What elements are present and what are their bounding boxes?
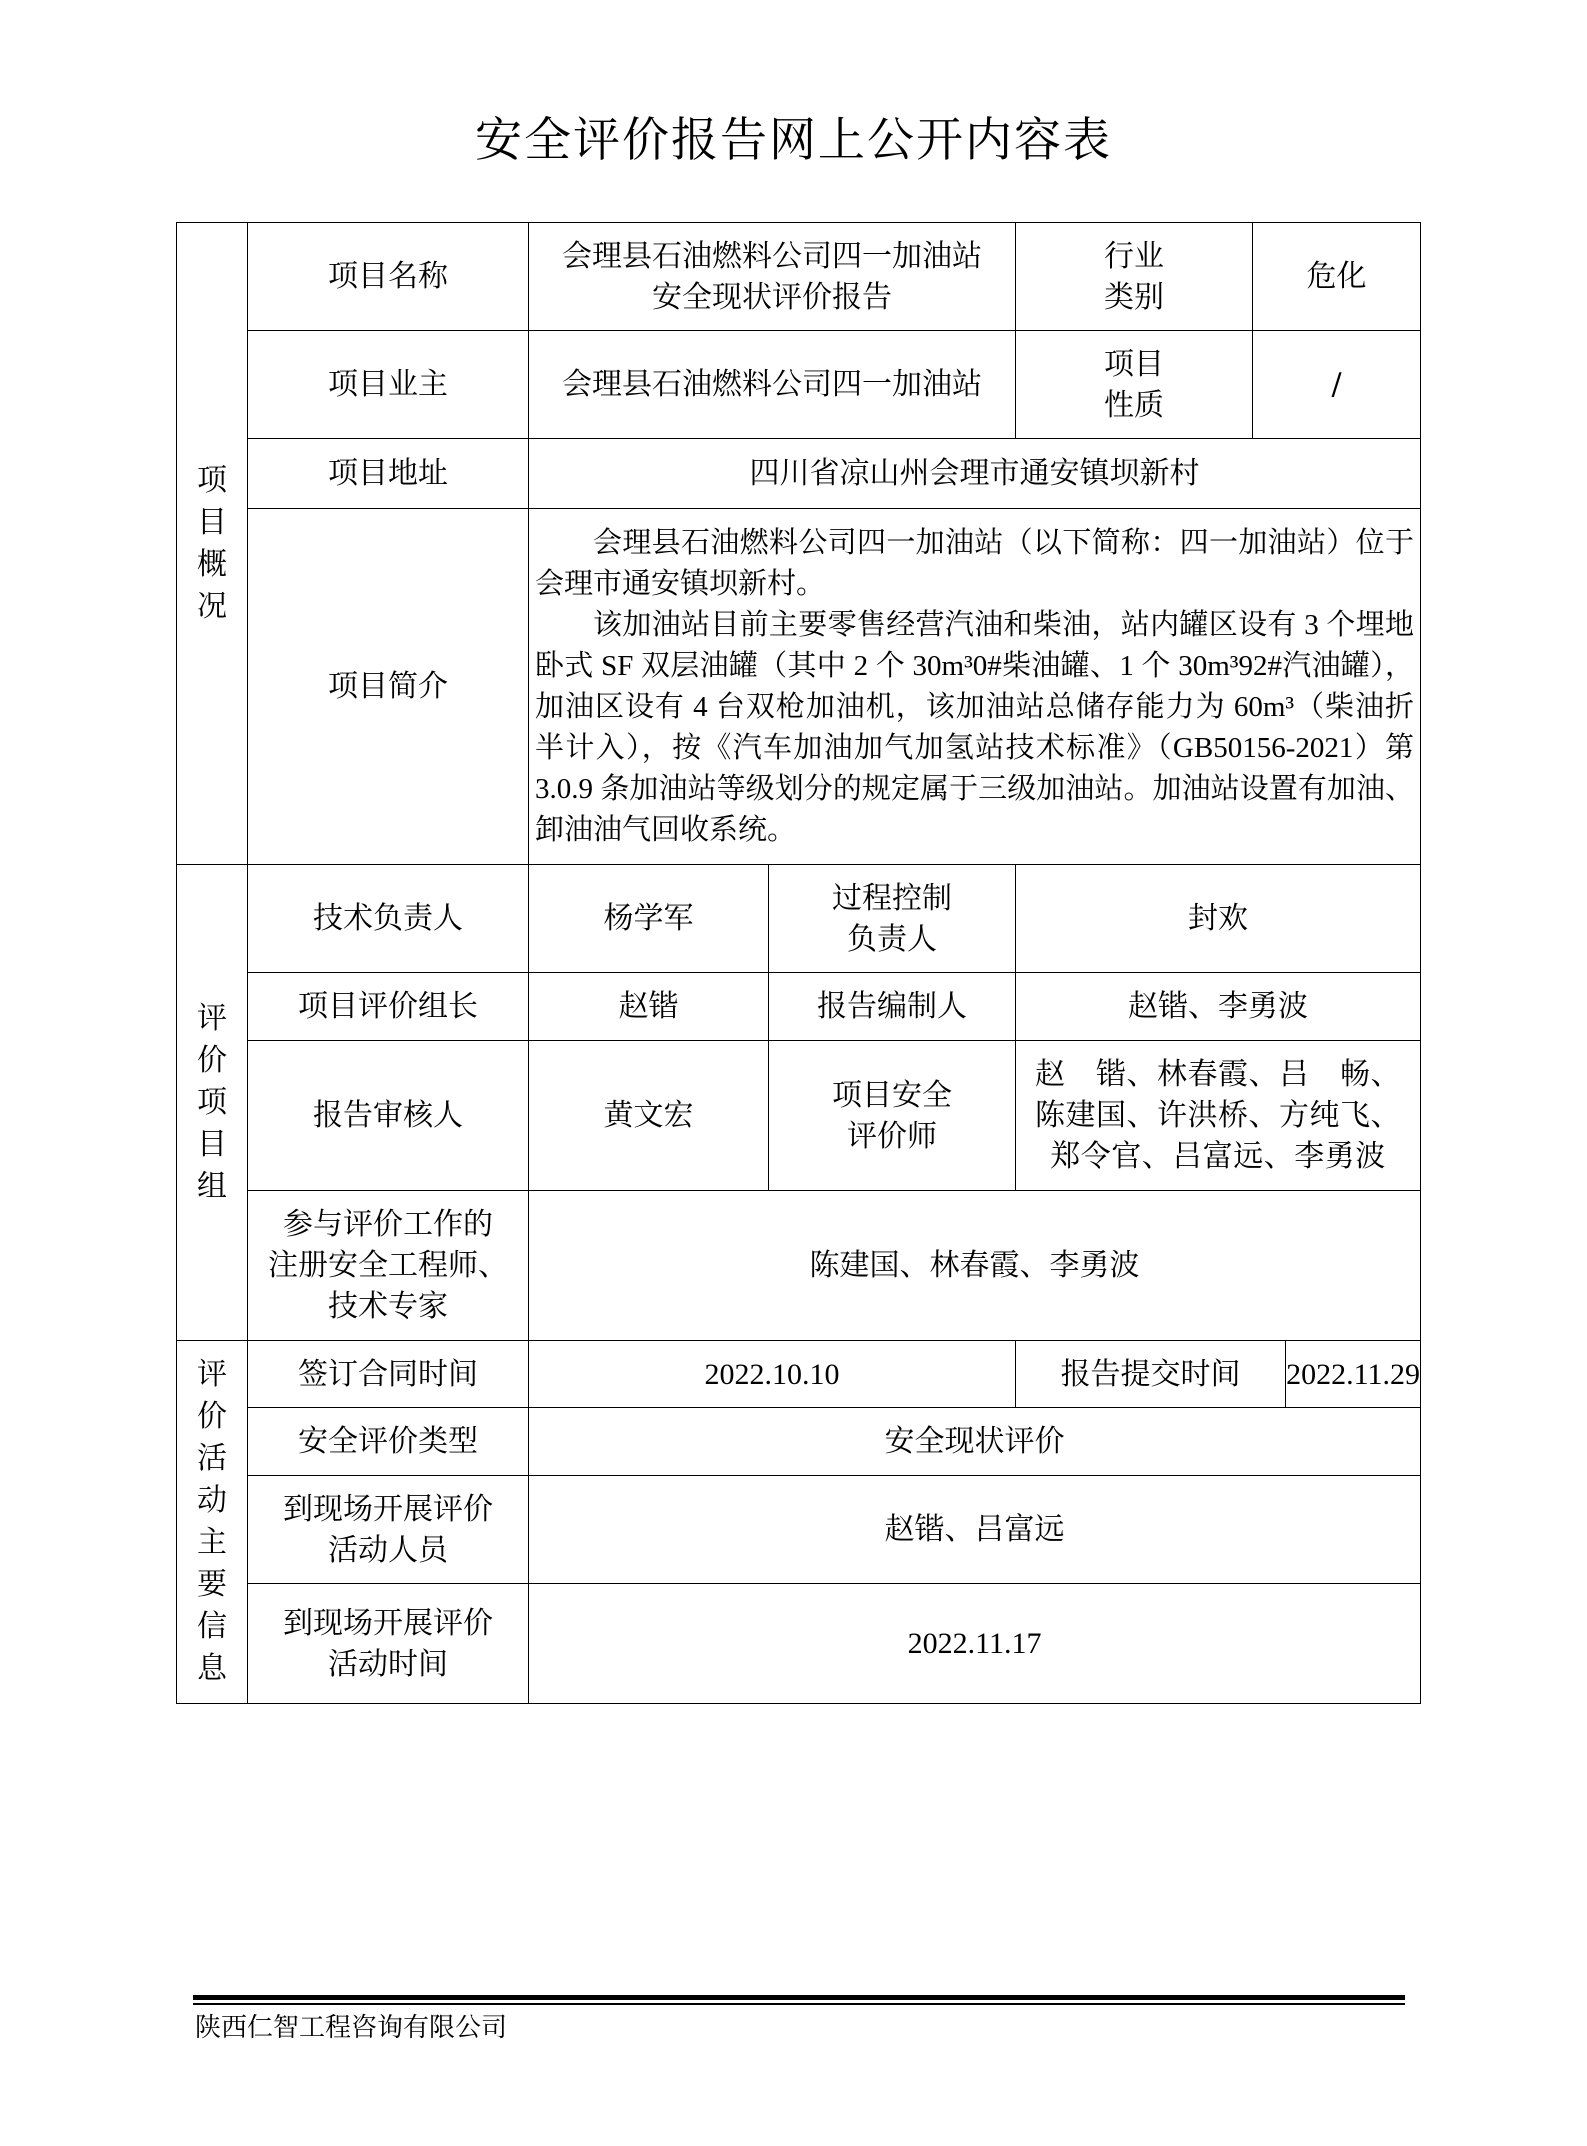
compiler-label: 报告编制人: [769, 973, 1016, 1041]
row-project-address: [177, 439, 1421, 509]
compiler-value: 赵锴、李勇波: [1016, 973, 1421, 1041]
row-eval-type: [177, 1408, 1421, 1476]
intro-paragraph-2: 该加油站目前主要零售经营汽油和柴油，站内罐区设有 3 个埋地卧式 SF 双层油罐（其中 2 个 30m³0#柴油罐、1 个 30m³92#汽油罐），加油区设有 4 台双枪加油机，该加油站总储存能力为 60m³（柴油折半计入），按《汽车加油加气加氢站技术标准》（GB50156-2021）第 3.0.9 条加油站等级划分的规定属于三级加油站。加油站设置有加油、卸油油气回收系统。: [535, 608, 1415, 846]
nature-label: 项目 性质: [1016, 331, 1253, 439]
row-group-leader: [177, 973, 1421, 1041]
onsite-staff-label: 到现场开展评价 活动人员: [248, 1476, 529, 1584]
onsite-time-label: 到现场开展评价 活动时间: [248, 1584, 529, 1704]
project-name-value: 会理县石油燃料公司四一加油站 安全现状评价报告: [529, 223, 1016, 331]
row-onsite-staff: [177, 1476, 1421, 1584]
group-leader-value: 赵锴: [529, 973, 769, 1041]
engineers-value: 陈建国、林春霞、李勇波: [529, 1191, 1421, 1341]
section-overview: 项目概况: [177, 223, 248, 865]
row-engineers: [177, 1191, 1421, 1341]
intro-paragraph-1: 会理县石油燃料公司四一加油站（以下简称：四一加油站）位于会理市通安镇坝新村。: [535, 526, 1415, 600]
contract-date-value: 2022.10.10: [529, 1341, 1016, 1408]
submit-date-value: 2022.11.29: [1286, 1357, 1421, 1391]
onsite-time-value: 2022.11.17: [529, 1584, 1421, 1704]
row-onsite-time: [177, 1584, 1421, 1704]
row-dates: [177, 1341, 1421, 1408]
row-project-intro: [177, 509, 1421, 865]
footer-rule-thick: [193, 1995, 1405, 2000]
industry-value: 危化: [1253, 223, 1421, 331]
row-tech-lead: [177, 865, 1421, 973]
assessors-value: 赵 锴、林春霞、吕 畅、 陈建国、许洪桥、方纯飞、 郑令官、吕富远、李勇波: [1016, 1041, 1421, 1191]
group-leader-label: 项目评价组长: [248, 973, 529, 1041]
contract-date-label: 签订合同时间: [248, 1341, 529, 1408]
project-intro-value: [529, 509, 1421, 865]
reviewer-label: 报告审核人: [248, 1041, 529, 1191]
submit-date-cell: [1016, 1341, 1421, 1408]
project-name-label: 项目名称: [248, 223, 529, 331]
onsite-staff-value: 赵锴、吕富远: [529, 1476, 1421, 1584]
industry-label: 行业 类别: [1016, 223, 1253, 331]
row-project-owner: [177, 331, 1421, 439]
tech-lead-label: 技术负责人: [248, 865, 529, 973]
footer-company: 陕西仁智工程咨询有限公司: [195, 2013, 508, 2043]
disclosure-table: [176, 222, 1421, 1704]
engineers-label: 参与评价工作的 注册安全工程师、 技术专家: [248, 1191, 529, 1341]
section-activity: 评价活动主要信息: [177, 1341, 248, 1704]
process-lead-value: 封欢: [1016, 865, 1421, 973]
row-reviewer: [177, 1041, 1421, 1191]
footer-rule-thin: [193, 2003, 1405, 2005]
project-address-value: 四川省凉山州会理市通安镇坝新村: [529, 439, 1421, 509]
project-address-label: 项目地址: [248, 439, 529, 509]
page-title: 安全评价报告网上公开内容表: [475, 113, 1112, 168]
assessors-label: 项目安全 评价师: [769, 1041, 1016, 1191]
section-team: 评价项目组: [177, 865, 248, 1341]
project-owner-value: 会理县石油燃料公司四一加油站: [529, 331, 1016, 439]
nature-value: /: [1253, 331, 1421, 439]
process-lead-label: 过程控制 负责人: [769, 865, 1016, 973]
eval-type-value: 安全现状评价: [529, 1408, 1421, 1476]
reviewer-value: 黄文宏: [529, 1041, 769, 1191]
project-intro-label: 项目简介: [248, 509, 529, 865]
project-owner-label: 项目业主: [248, 331, 529, 439]
eval-type-label: 安全评价类型: [248, 1408, 529, 1476]
row-project-name: [177, 223, 1421, 331]
submit-date-label: 报告提交时间: [1016, 1341, 1286, 1407]
tech-lead-value: 杨学军: [529, 865, 769, 973]
